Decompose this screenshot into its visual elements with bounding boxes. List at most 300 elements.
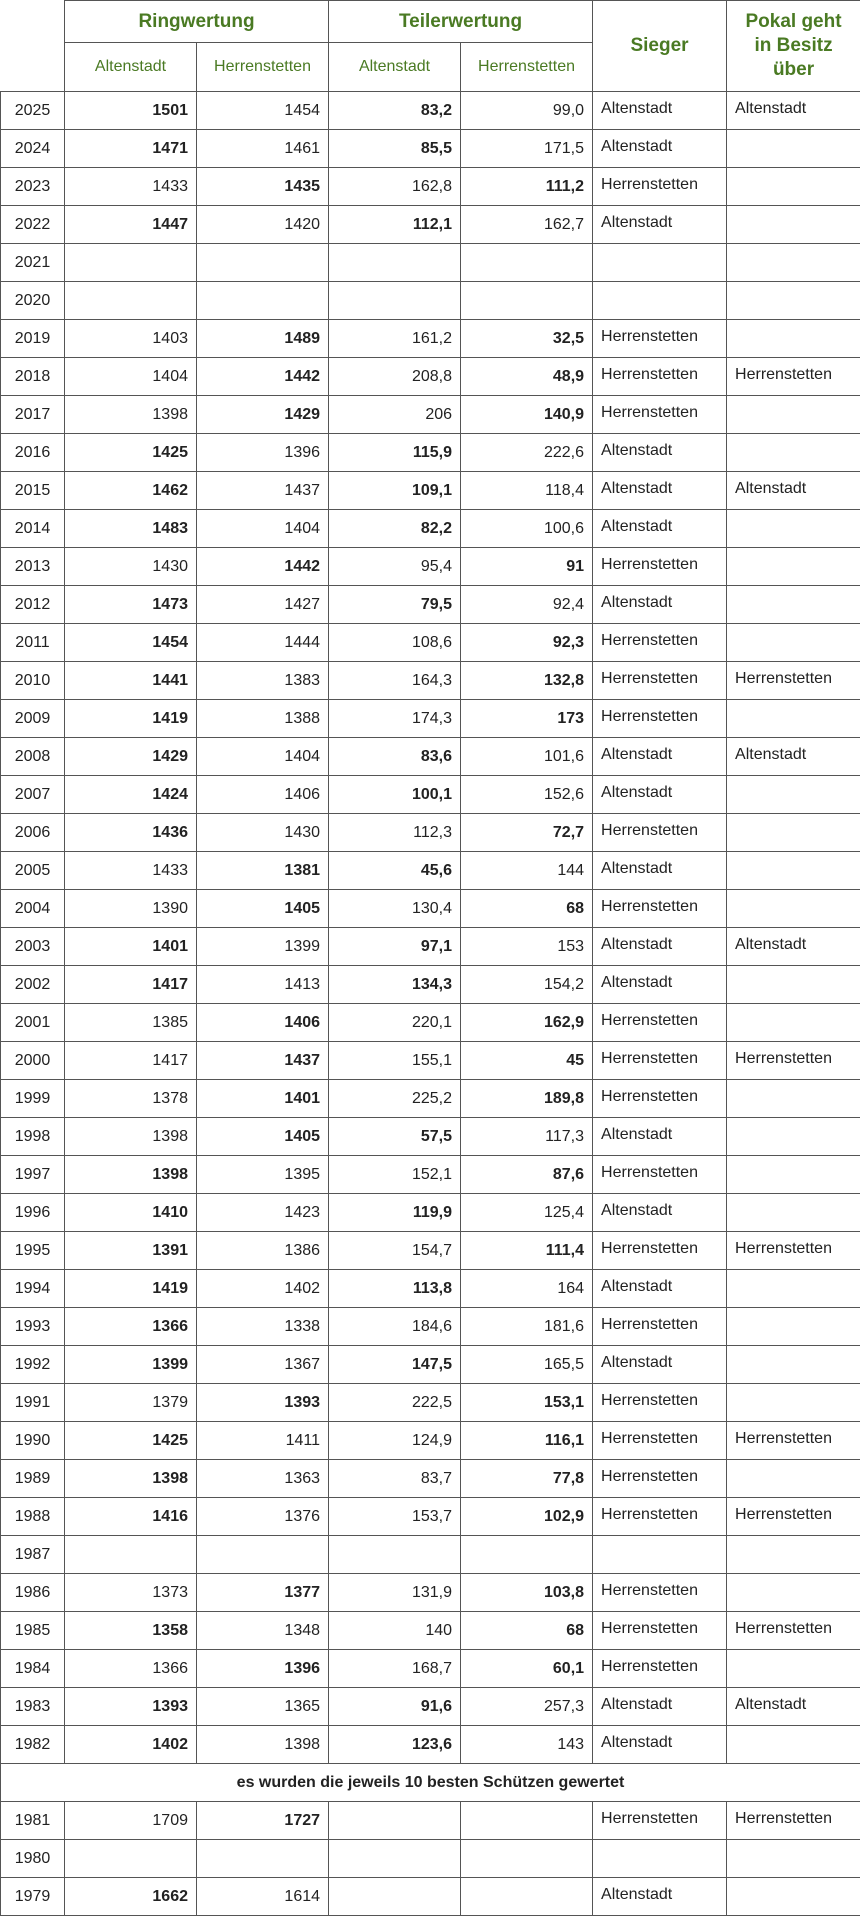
teiler-altenstadt-cell [329, 1802, 461, 1840]
sieger-header: Sieger [593, 1, 727, 92]
year-cell: 2009 [1, 700, 65, 738]
year-cell: 1995 [1, 1232, 65, 1270]
teiler-altenstadt-cell [329, 1878, 461, 1916]
pokal-cell: Herrenstetten [727, 1232, 860, 1270]
table-row [1, 738, 860, 776]
sieger-cell [593, 1840, 727, 1878]
table-row [1, 586, 860, 624]
teiler-altenstadt-cell: 108,6 [329, 624, 461, 662]
ring-herrenstetten-cell: 1614 [197, 1878, 329, 1916]
table-row [1, 966, 860, 1004]
sieger-cell: Herrenstetten [593, 700, 727, 738]
year-cell: 2004 [1, 890, 65, 928]
teiler-altenstadt-cell: 208,8 [329, 358, 461, 396]
pokal-cell [727, 244, 860, 282]
table-row [1, 1650, 860, 1688]
ring-altenstadt-cell: 1454 [65, 624, 197, 662]
table-row [1, 1194, 860, 1232]
teiler-herrenstetten-cell: 154,2 [461, 966, 593, 1004]
sieger-cell: Altenstadt [593, 852, 727, 890]
year-cell: 1994 [1, 1270, 65, 1308]
table-row [1, 282, 860, 320]
table-row [1, 434, 860, 472]
teiler-herrenstetten-cell: 111,2 [461, 168, 593, 206]
teiler-altenstadt-cell [329, 1840, 461, 1878]
teiler-herrenstetten-cell: 118,4 [461, 472, 593, 510]
pokal-cell: Altenstadt [727, 928, 860, 966]
year-cell: 2018 [1, 358, 65, 396]
ring-altenstadt-cell: 1398 [65, 396, 197, 434]
sieger-cell [593, 282, 727, 320]
ring-altenstadt-cell: 1358 [65, 1612, 197, 1650]
teiler-herrenstetten-cell: 102,9 [461, 1498, 593, 1536]
teiler-altenstadt-cell: 95,4 [329, 548, 461, 586]
table-row [1, 358, 860, 396]
table-row [1, 1536, 860, 1574]
pokal-cell [727, 548, 860, 586]
teiler-herrenstetten-cell: 91 [461, 548, 593, 586]
sieger-cell: Altenstadt [593, 510, 727, 548]
teiler-altenstadt-cell: 220,1 [329, 1004, 461, 1042]
note-row [1, 1764, 860, 1802]
sieger-cell: Herrenstetten [593, 1004, 727, 1042]
teiler-herrenstetten-cell: 32,5 [461, 320, 593, 358]
sieger-cell: Herrenstetten [593, 358, 727, 396]
sieger-cell: Altenstadt [593, 1270, 727, 1308]
ring-herrenstetten-cell: 1376 [197, 1498, 329, 1536]
teiler-herrenstetten-cell: 162,7 [461, 206, 593, 244]
year-cell: 2025 [1, 92, 65, 130]
table-row [1, 1460, 860, 1498]
teiler-altenstadt-cell: 225,2 [329, 1080, 461, 1118]
table-row [1, 472, 860, 510]
teiler-altenstadt-cell: 154,7 [329, 1232, 461, 1270]
pokal-cell [727, 130, 860, 168]
ring-altenstadt-cell: 1398 [65, 1118, 197, 1156]
year-cell: 2017 [1, 396, 65, 434]
teiler-altenstadt-cell: 82,2 [329, 510, 461, 548]
ring-herrenstetten-cell: 1435 [197, 168, 329, 206]
teiler-herrenstetten-cell: 68 [461, 1612, 593, 1650]
sieger-cell: Altenstadt [593, 1726, 727, 1764]
table-row [1, 1802, 860, 1840]
sieger-cell: Herrenstetten [593, 1308, 727, 1346]
year-cell: 2020 [1, 282, 65, 320]
teiler-altenstadt-cell: 161,2 [329, 320, 461, 358]
pokal-cell: Herrenstetten [727, 662, 860, 700]
year-cell: 2006 [1, 814, 65, 852]
year-cell: 1984 [1, 1650, 65, 1688]
pokal-cell [727, 890, 860, 928]
pokal-cell [727, 1460, 860, 1498]
table-header [1, 1, 860, 92]
ring-herrenstetten-cell [197, 1536, 329, 1574]
table-row [1, 244, 860, 282]
ring-herrenstetten-header: Herrenstetten [197, 43, 329, 92]
pokal-cell [727, 1878, 860, 1916]
ring-altenstadt-cell: 1403 [65, 320, 197, 358]
teiler-herrenstetten-cell [461, 244, 593, 282]
sieger-cell: Herrenstetten [593, 1042, 727, 1080]
ring-herrenstetten-cell: 1386 [197, 1232, 329, 1270]
year-cell: 1997 [1, 1156, 65, 1194]
teiler-herrenstetten-cell: 68 [461, 890, 593, 928]
teiler-altenstadt-cell [329, 282, 461, 320]
pokal-cell: Herrenstetten [727, 1612, 860, 1650]
pokal-cell [727, 1156, 860, 1194]
sieger-cell: Herrenstetten [593, 548, 727, 586]
sieger-cell: Herrenstetten [593, 396, 727, 434]
teiler-herrenstetten-cell: 117,3 [461, 1118, 593, 1156]
teiler-herrenstetten-cell [461, 1878, 593, 1916]
sieger-cell: Herrenstetten [593, 168, 727, 206]
year-cell: 1985 [1, 1612, 65, 1650]
teiler-herrenstetten-cell: 181,6 [461, 1308, 593, 1346]
ring-herrenstetten-cell: 1444 [197, 624, 329, 662]
pokal-cell [727, 320, 860, 358]
sieger-cell: Herrenstetten [593, 624, 727, 662]
ring-altenstadt-cell [65, 282, 197, 320]
pokal-cell: Herrenstetten [727, 1042, 860, 1080]
ring-altenstadt-cell: 1462 [65, 472, 197, 510]
teiler-herrenstetten-cell: 101,6 [461, 738, 593, 776]
table-row [1, 1726, 860, 1764]
teiler-herrenstetten-cell: 111,4 [461, 1232, 593, 1270]
pokal-cell [727, 1080, 860, 1118]
ring-altenstadt-cell: 1410 [65, 1194, 197, 1232]
teiler-herrenstetten-cell: 60,1 [461, 1650, 593, 1688]
ring-altenstadt-cell: 1419 [65, 700, 197, 738]
sieger-cell: Herrenstetten [593, 1384, 727, 1422]
table-row [1, 1498, 860, 1536]
teiler-herrenstetten-cell: 72,7 [461, 814, 593, 852]
teiler-altenstadt-cell: 164,3 [329, 662, 461, 700]
pokal-cell [727, 852, 860, 890]
teiler-altenstadt-cell: 45,6 [329, 852, 461, 890]
sieger-cell: Herrenstetten [593, 1156, 727, 1194]
teiler-herrenstetten-cell: 116,1 [461, 1422, 593, 1460]
pokal-cell [727, 1270, 860, 1308]
ring-herrenstetten-cell: 1429 [197, 396, 329, 434]
ring-herrenstetten-cell: 1404 [197, 510, 329, 548]
year-cell: 1979 [1, 1878, 65, 1916]
year-cell: 1991 [1, 1384, 65, 1422]
teiler-herrenstetten-cell: 92,4 [461, 586, 593, 624]
year-cell: 1980 [1, 1840, 65, 1878]
teiler-herrenstetten-cell: 153,1 [461, 1384, 593, 1422]
pokal-cell [727, 1574, 860, 1612]
teiler-altenstadt-cell: 123,6 [329, 1726, 461, 1764]
ring-altenstadt-cell: 1471 [65, 130, 197, 168]
ring-altenstadt-cell: 1429 [65, 738, 197, 776]
pokal-cell [727, 1840, 860, 1878]
ring-herrenstetten-cell: 1396 [197, 434, 329, 472]
year-cell: 2005 [1, 852, 65, 890]
teiler-herrenstetten-cell: 45 [461, 1042, 593, 1080]
sieger-cell: Altenstadt [593, 472, 727, 510]
ring-herrenstetten-cell: 1396 [197, 1650, 329, 1688]
sieger-cell [593, 244, 727, 282]
sieger-cell: Altenstadt [593, 1118, 727, 1156]
pokal-cell: Altenstadt [727, 92, 860, 130]
ring-altenstadt-cell [65, 1840, 197, 1878]
ring-herrenstetten-cell: 1413 [197, 966, 329, 1004]
table-row [1, 168, 860, 206]
year-cell: 2013 [1, 548, 65, 586]
sieger-cell: Altenstadt [593, 928, 727, 966]
teiler-altenstadt-cell: 152,1 [329, 1156, 461, 1194]
table-row [1, 1346, 860, 1384]
ring-herrenstetten-cell: 1437 [197, 1042, 329, 1080]
ring-altenstadt-cell: 1366 [65, 1650, 197, 1688]
table-body [1, 92, 860, 1916]
sieger-cell: Herrenstetten [593, 1498, 727, 1536]
ring-altenstadt-cell [65, 1536, 197, 1574]
teiler-herrenstetten-cell: 132,8 [461, 662, 593, 700]
table-row [1, 1308, 860, 1346]
ring-altenstadt-cell [65, 244, 197, 282]
ring-herrenstetten-cell: 1430 [197, 814, 329, 852]
year-cell: 2014 [1, 510, 65, 548]
ring-herrenstetten-cell: 1405 [197, 890, 329, 928]
sieger-cell: Altenstadt [593, 434, 727, 472]
teiler-herrenstetten-cell: 87,6 [461, 1156, 593, 1194]
ring-herrenstetten-cell: 1437 [197, 472, 329, 510]
year-cell: 2003 [1, 928, 65, 966]
teiler-herrenstetten-cell: 189,8 [461, 1080, 593, 1118]
pokal-cell [727, 814, 860, 852]
table-row [1, 510, 860, 548]
ring-herrenstetten-cell: 1395 [197, 1156, 329, 1194]
ring-herrenstetten-cell: 1489 [197, 320, 329, 358]
pokal-cell [727, 1384, 860, 1422]
year-cell: 2021 [1, 244, 65, 282]
year-cell: 1993 [1, 1308, 65, 1346]
table-row [1, 1042, 860, 1080]
table-row [1, 548, 860, 586]
ring-altenstadt-header: Altenstadt [65, 43, 197, 92]
year-cell: 2012 [1, 586, 65, 624]
teiler-herrenstetten-cell: 257,3 [461, 1688, 593, 1726]
sieger-cell: Altenstadt [593, 776, 727, 814]
ring-herrenstetten-cell: 1393 [197, 1384, 329, 1422]
sieger-cell: Herrenstetten [593, 1460, 727, 1498]
teiler-herrenstetten-cell: 171,5 [461, 130, 593, 168]
ring-altenstadt-cell: 1425 [65, 434, 197, 472]
pokal-cell [727, 1650, 860, 1688]
year-cell: 2008 [1, 738, 65, 776]
ring-altenstadt-cell: 1419 [65, 1270, 197, 1308]
teiler-altenstadt-cell: 115,9 [329, 434, 461, 472]
teiler-altenstadt-cell: 184,6 [329, 1308, 461, 1346]
teiler-herrenstetten-cell: 165,5 [461, 1346, 593, 1384]
year-cell: 2002 [1, 966, 65, 1004]
teiler-altenstadt-cell: 147,5 [329, 1346, 461, 1384]
ring-altenstadt-cell: 1379 [65, 1384, 197, 1422]
teiler-herrenstetten-cell: 92,3 [461, 624, 593, 662]
ring-herrenstetten-cell: 1442 [197, 548, 329, 586]
table-row [1, 814, 860, 852]
ring-herrenstetten-cell: 1363 [197, 1460, 329, 1498]
ring-altenstadt-cell: 1441 [65, 662, 197, 700]
teiler-herrenstetten-cell: 48,9 [461, 358, 593, 396]
ring-herrenstetten-cell: 1381 [197, 852, 329, 890]
year-cell: 2010 [1, 662, 65, 700]
teiler-herrenstetten-cell [461, 282, 593, 320]
ring-altenstadt-cell: 1366 [65, 1308, 197, 1346]
teiler-herrenstetten-cell: 144 [461, 852, 593, 890]
table-row [1, 1080, 860, 1118]
pokal-cell [727, 1536, 860, 1574]
ring-altenstadt-cell: 1425 [65, 1422, 197, 1460]
teiler-altenstadt-cell: 83,2 [329, 92, 461, 130]
ring-herrenstetten-cell: 1454 [197, 92, 329, 130]
ring-altenstadt-cell: 1436 [65, 814, 197, 852]
table-row [1, 776, 860, 814]
year-cell: 1989 [1, 1460, 65, 1498]
ring-altenstadt-cell: 1709 [65, 1802, 197, 1840]
sieger-cell: Altenstadt [593, 1688, 727, 1726]
pokal-cell: Altenstadt [727, 472, 860, 510]
year-header-corner [1, 1, 65, 92]
teiler-herrenstetten-cell: 153 [461, 928, 593, 966]
sieger-cell: Altenstadt [593, 1878, 727, 1916]
ring-herrenstetten-cell: 1411 [197, 1422, 329, 1460]
pokal-cell [727, 434, 860, 472]
ring-herrenstetten-cell: 1383 [197, 662, 329, 700]
sieger-cell: Herrenstetten [593, 1574, 727, 1612]
ring-herrenstetten-cell: 1405 [197, 1118, 329, 1156]
ring-altenstadt-cell: 1433 [65, 852, 197, 890]
year-cell: 1990 [1, 1422, 65, 1460]
sieger-cell: Altenstadt [593, 738, 727, 776]
ring-altenstadt-cell: 1402 [65, 1726, 197, 1764]
table-row [1, 396, 860, 434]
pokal-cell [727, 776, 860, 814]
ring-altenstadt-cell: 1417 [65, 1042, 197, 1080]
pokal-cell [727, 1726, 860, 1764]
teiler-altenstadt-cell: 222,5 [329, 1384, 461, 1422]
teiler-herrenstetten-cell: 222,6 [461, 434, 593, 472]
teiler-herrenstetten-cell: 103,8 [461, 1574, 593, 1612]
pokal-cell: Herrenstetten [727, 1498, 860, 1536]
ring-herrenstetten-cell: 1348 [197, 1612, 329, 1650]
table-row [1, 700, 860, 738]
ring-herrenstetten-cell [197, 1840, 329, 1878]
ring-herrenstetten-cell: 1727 [197, 1802, 329, 1840]
table-row [1, 624, 860, 662]
sieger-cell: Herrenstetten [593, 1650, 727, 1688]
teiler-altenstadt-cell: 85,5 [329, 130, 461, 168]
sieger-cell: Herrenstetten [593, 890, 727, 928]
teiler-altenstadt-cell: 153,7 [329, 1498, 461, 1536]
sieger-cell: Herrenstetten [593, 320, 727, 358]
teiler-altenstadt-cell: 130,4 [329, 890, 461, 928]
ring-herrenstetten-cell: 1365 [197, 1688, 329, 1726]
teiler-altenstadt-cell: 57,5 [329, 1118, 461, 1156]
teiler-altenstadt-cell: 112,1 [329, 206, 461, 244]
ring-herrenstetten-cell: 1442 [197, 358, 329, 396]
year-cell: 1986 [1, 1574, 65, 1612]
year-cell: 1982 [1, 1726, 65, 1764]
ring-herrenstetten-cell: 1338 [197, 1308, 329, 1346]
table-row [1, 1422, 860, 1460]
year-cell: 1996 [1, 1194, 65, 1232]
sieger-cell [593, 1536, 727, 1574]
teiler-altenstadt-cell: 131,9 [329, 1574, 461, 1612]
pokal-header: Pokal geht in Besitz über [727, 1, 860, 92]
pokal-cell: Herrenstetten [727, 358, 860, 396]
pokal-cell [727, 1118, 860, 1156]
table-row [1, 1118, 860, 1156]
sieger-cell: Altenstadt [593, 92, 727, 130]
ring-altenstadt-cell: 1433 [65, 168, 197, 206]
year-cell: 1987 [1, 1536, 65, 1574]
ring-altenstadt-cell: 1424 [65, 776, 197, 814]
ring-altenstadt-cell: 1401 [65, 928, 197, 966]
teiler-herrenstetten-cell: 125,4 [461, 1194, 593, 1232]
pokal-cell [727, 1004, 860, 1042]
pokal-cell: Altenstadt [727, 738, 860, 776]
ring-altenstadt-cell: 1416 [65, 1498, 197, 1536]
teiler-altenstadt-header: Altenstadt [329, 43, 461, 92]
table-row [1, 1688, 860, 1726]
teiler-altenstadt-cell: 100,1 [329, 776, 461, 814]
teilerwertung-header: Teilerwertung [329, 1, 593, 43]
year-cell: 2000 [1, 1042, 65, 1080]
teiler-altenstadt-cell: 83,7 [329, 1460, 461, 1498]
year-cell: 2011 [1, 624, 65, 662]
ring-altenstadt-cell: 1390 [65, 890, 197, 928]
ring-herrenstetten-cell: 1406 [197, 776, 329, 814]
pokal-cell [727, 966, 860, 1004]
teiler-herrenstetten-cell: 99,0 [461, 92, 593, 130]
sieger-cell: Herrenstetten [593, 814, 727, 852]
sieger-cell: Herrenstetten [593, 1080, 727, 1118]
teiler-altenstadt-cell: 162,8 [329, 168, 461, 206]
table-row [1, 1156, 860, 1194]
ring-herrenstetten-cell [197, 282, 329, 320]
ring-altenstadt-cell: 1430 [65, 548, 197, 586]
ring-altenstadt-cell: 1404 [65, 358, 197, 396]
year-cell: 2007 [1, 776, 65, 814]
table-row [1, 1270, 860, 1308]
teiler-altenstadt-cell [329, 244, 461, 282]
sieger-cell: Altenstadt [593, 1194, 727, 1232]
year-cell: 2024 [1, 130, 65, 168]
teiler-altenstadt-cell: 155,1 [329, 1042, 461, 1080]
teiler-altenstadt-cell: 97,1 [329, 928, 461, 966]
ring-altenstadt-cell: 1417 [65, 966, 197, 1004]
table-row [1, 1004, 860, 1042]
sieger-cell: Altenstadt [593, 586, 727, 624]
table-row [1, 320, 860, 358]
teiler-altenstadt-cell [329, 1536, 461, 1574]
pokal-cell [727, 396, 860, 434]
ring-herrenstetten-cell: 1367 [197, 1346, 329, 1384]
table-row [1, 1384, 860, 1422]
table-row [1, 1840, 860, 1878]
ring-altenstadt-cell: 1399 [65, 1346, 197, 1384]
year-cell: 2022 [1, 206, 65, 244]
year-cell: 1992 [1, 1346, 65, 1384]
teiler-altenstadt-cell: 109,1 [329, 472, 461, 510]
pokal-cell: Herrenstetten [727, 1422, 860, 1460]
ring-herrenstetten-cell: 1461 [197, 130, 329, 168]
sieger-cell: Altenstadt [593, 1346, 727, 1384]
sieger-cell: Herrenstetten [593, 662, 727, 700]
teiler-altenstadt-cell: 134,3 [329, 966, 461, 1004]
